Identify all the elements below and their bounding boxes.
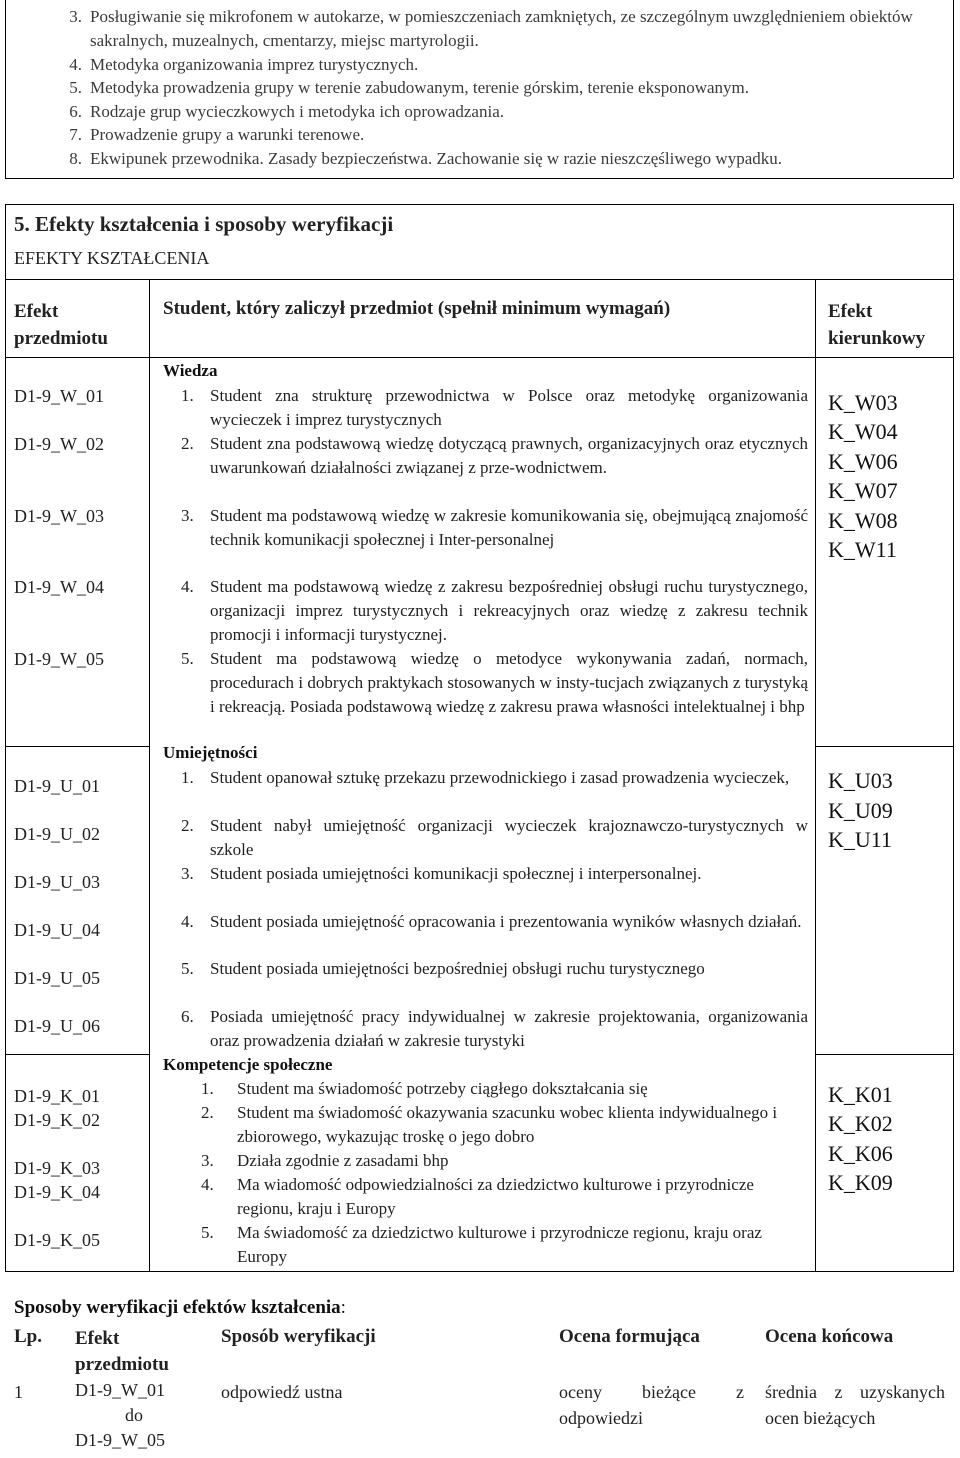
item-number: 2.	[201, 1103, 214, 1122]
row-effect	[75, 1378, 205, 1453]
item-number: 1.	[181, 386, 194, 405]
table-divider	[5, 357, 954, 358]
topic-text: Metodyka prowadzenia grupy w terenie zabudowanym, terenie górskim, terenie eksponowanym.	[90, 78, 750, 97]
item-text: Student ma świadomość okazywania szacunku wobec klienta indywidualnego i zbiorowego, wykazując troskę o jego dobro	[237, 1103, 778, 1146]
effect-code: D1-9_K_02	[14, 1110, 100, 1130]
item-text: Student zna strukturę przewodnictwa w Polsce oraz metodykę organizowania wycieczek i imprez turystycznych	[210, 386, 808, 429]
effects-table-title: EFEKTY KSZTAŁCENIA	[14, 248, 210, 268]
topic-number: 4.	[69, 55, 82, 74]
header-final: Ocena końcowa	[765, 1326, 894, 1347]
topic-text: Ekwipunek przewodnika. Zasady bezpieczeństwa. Zachowanie się w razie nieszczęśliwego wypadku.	[90, 149, 782, 168]
row-lp: 1	[14, 1382, 23, 1402]
verification-title-colon: :	[340, 1297, 346, 1318]
table-divider	[815, 746, 954, 747]
topic-number: 5.	[69, 78, 82, 97]
item-text: Student opanował sztukę przekazu przewodnickiego i zasad prowadzenia wycieczek,	[210, 768, 790, 787]
row-method: odpowiedź ustna	[221, 1382, 343, 1402]
effect-code: D1-9_K_04	[14, 1182, 100, 1202]
effect-code: D1-9_K_05	[14, 1230, 100, 1250]
effect-code: D1-9_U_06	[14, 1016, 100, 1036]
item-text: Student nabył umiejętność organizacji wycieczek krajoznawczo-turystycznych w szkole	[210, 816, 808, 859]
header-effect-directional: Efekt kierunkowy	[828, 301, 926, 349]
effect-code: D1-9_U_04	[14, 920, 100, 940]
item-number: 5.	[201, 1223, 214, 1242]
topic-text: Prowadzenie grupy a warunki terenowe.	[90, 125, 365, 144]
category-knowledge: Wiedza	[163, 361, 218, 380]
table-divider	[5, 1054, 149, 1055]
topic-number: 6.	[69, 102, 82, 121]
item-number: 1.	[181, 768, 194, 787]
header-student-description: Student, który zaliczył przedmiot (spełnił minimum wymagań)	[163, 298, 671, 319]
verification-title	[14, 1297, 346, 1319]
effect-code: D1-9_W_04	[14, 577, 104, 597]
category-social-competences: Kompetencje społeczne	[163, 1055, 333, 1074]
box-border-bottom	[5, 178, 953, 179]
box-border-left	[5, 0, 6, 178]
directional-code: K_W08	[828, 508, 898, 533]
effect-code: D1-9_W_03	[14, 506, 104, 526]
topic-number: 7.	[69, 125, 82, 144]
item-text: Posiada umiejętność pracy indywidualnej w zakresie projektowania, organizowania oraz prowadzenia działań w zakresie turystyki	[210, 1007, 808, 1050]
directional-code: K_W11	[828, 537, 897, 562]
effect-code: D1-9_U_05	[14, 968, 100, 988]
verification-title-text: Sposoby weryfikacji efektów kształcenia	[14, 1297, 341, 1318]
table-divider	[815, 1054, 954, 1055]
item-text: Student ma świadomość potrzeby ciągłego dokształcania się	[237, 1079, 648, 1098]
table-column-divider	[815, 279, 816, 1272]
directional-code: K_K06	[828, 1141, 893, 1166]
item-text: Działa zgodnie z zasadami bhp	[237, 1151, 449, 1170]
item-number: 5.	[181, 649, 194, 668]
directional-code: K_W07	[828, 478, 898, 503]
item-text: Student ma podstawową wiedzę z zakresu bezpośredniej obsługi ruchu turystycznego, organizacji imprez turystycznych i rekreacyjnych oraz wiedzę z zakresu technik promocji i informacji turystycznej.	[210, 577, 808, 644]
directional-code: K_K01	[828, 1082, 893, 1107]
header-method: Sposób weryfikacji	[221, 1326, 376, 1347]
directional-code: K_U11	[828, 827, 892, 852]
topic-number: 8.	[69, 149, 82, 168]
category-skills: Umiejętności	[163, 743, 258, 762]
header-formative: Ocena formująca	[559, 1326, 700, 1347]
directional-code: K_W03	[828, 390, 898, 415]
effect-code: D1-9_W_01	[14, 386, 104, 406]
header-lp: Lp.	[14, 1326, 42, 1347]
row-final: średnia z uzyskanych ocen bieżących	[765, 1382, 945, 1428]
row-effect-to: D1-9_W_05	[75, 1430, 165, 1450]
effect-code: D1-9_U_01	[14, 776, 100, 796]
box-border-right	[953, 0, 954, 178]
header-effect-subject: Efekt przedmiotu	[14, 301, 108, 349]
item-number: 6.	[181, 1007, 194, 1026]
effect-code: D1-9_U_03	[14, 872, 100, 892]
item-number: 4.	[181, 912, 194, 931]
directional-code: K_K02	[828, 1111, 893, 1136]
topic-number: 3.	[69, 7, 82, 26]
item-text: Student posiada umiejętności komunikacji społecznej i interpersonalnej.	[210, 864, 702, 883]
item-number: 1.	[201, 1079, 214, 1098]
item-number: 3.	[201, 1151, 214, 1170]
header-effect: Efekt przedmiotu	[75, 1328, 169, 1375]
topic-text: Posługiwanie się mikrofonem w autokarze, w pomieszczeniach zamkniętych, ze szczególnym uwzględnieniem obiektów sakralnych, muzealnych, cmentarzy, miejsc martyrologii.	[90, 7, 913, 50]
effect-code: D1-9_W_02	[14, 434, 104, 454]
effect-code: D1-9_K_03	[14, 1158, 100, 1178]
item-number: 2.	[181, 816, 194, 835]
table-column-divider	[149, 279, 150, 1272]
item-text: Ma wiadomość odpowiedzialności za dziedzictwo kulturowe i przyrodnicze regionu, kraju i Europy	[237, 1175, 754, 1218]
topic-text: Metodyka organizowania imprez turystycznych.	[90, 55, 419, 74]
effect-code: D1-9_U_02	[14, 824, 100, 844]
row-effect-mid: do	[125, 1405, 143, 1425]
directional-code: K_U03	[828, 768, 893, 793]
table-divider	[5, 279, 954, 280]
directional-code: K_U09	[828, 798, 893, 823]
item-text: Student posiada umiejętność opracowania i prezentowania wyników własnych działań.	[210, 912, 802, 931]
topic-text: Rodzaje grup wycieczkowych i metodyka ich oprowadzania.	[90, 102, 504, 121]
effect-code: D1-9_W_05	[14, 649, 104, 669]
section-heading: 5. Efekty kształcenia i sposoby weryfikacji	[14, 212, 394, 236]
item-number: 4.	[201, 1175, 214, 1194]
item-number: 3.	[181, 506, 194, 525]
item-number: 5.	[181, 959, 194, 978]
row-formative: oceny bieżące z odpowiedzi	[559, 1382, 744, 1428]
directional-code: K_W06	[828, 449, 898, 474]
item-text: Ma świadomość za dziedzictwo kulturowe i przyrodnicze regionu, kraju oraz Europy	[237, 1223, 762, 1266]
item-text: Student zna podstawową wiedzę dotyczącą prawnych, organizacyjnych oraz etycznych uwarunkowań działalności związanej z prze-wodnictwem.	[210, 434, 808, 477]
item-number: 3.	[181, 864, 194, 883]
item-text: Student ma podstawową wiedzę w zakresie komunikowania się, obejmującą znajomość technik komunikacji społecznej i Inter-personalnej	[210, 506, 808, 549]
directional-code: K_W04	[828, 419, 898, 444]
table-divider	[5, 746, 149, 747]
item-text: Student ma podstawową wiedzę o metodyce wykonywania zadań, normach, procedurach i dobrych praktykach stosowanych w insty-tucjach związanych z turystyką i rekreacją. Posiada podstawową wiedzę z zakresu prawa własności intelektualnej i bhp	[210, 649, 808, 716]
item-text: Student posiada umiejętności bezpośredniej obsługi ruchu turystycznego	[210, 959, 705, 978]
item-number: 4.	[181, 577, 194, 596]
row-effect-from: D1-9_W_01	[75, 1380, 165, 1400]
item-number: 2.	[181, 434, 194, 453]
directional-code: K_K09	[828, 1170, 893, 1195]
effect-code: D1-9_K_01	[14, 1086, 100, 1106]
